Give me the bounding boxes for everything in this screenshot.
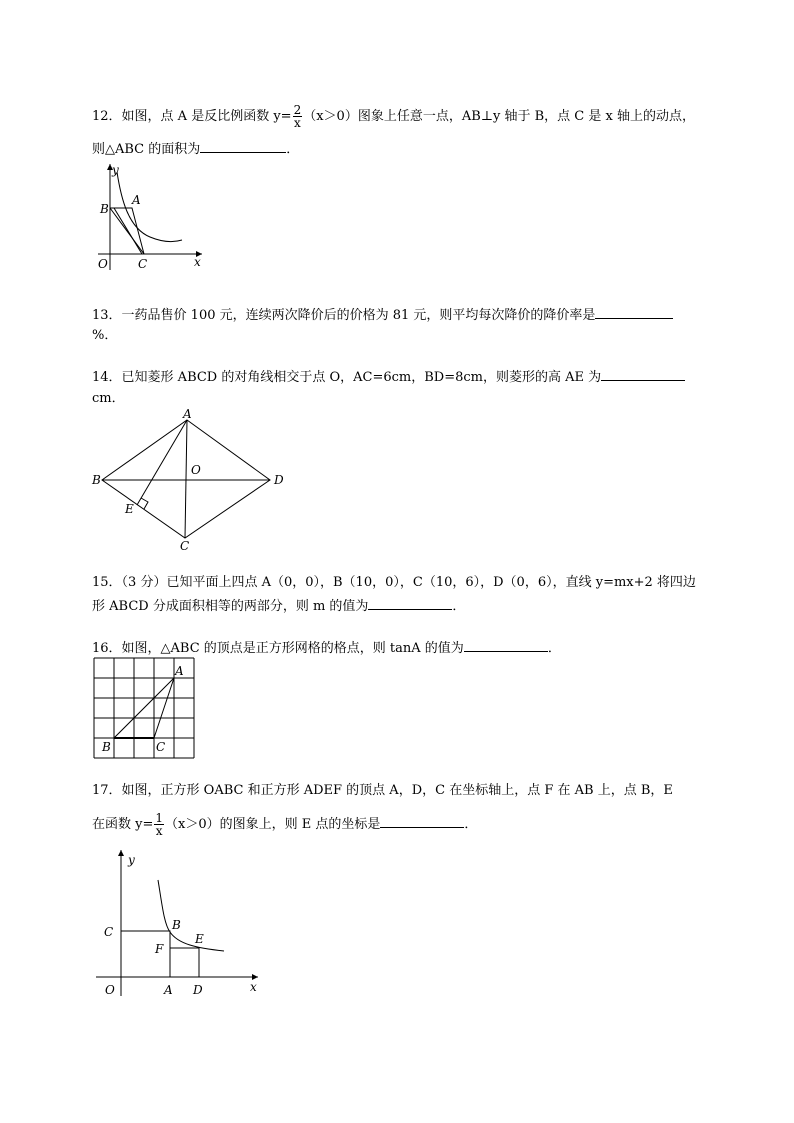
q17-line1: 17．如图，正方形 OABC 和正方形 ADEF 的顶点 A，D，C 在坐标轴上，点 F 在 AB 上，点 B，E bbox=[92, 783, 673, 798]
q17-label-y: y bbox=[128, 853, 135, 867]
q17-label-x: x bbox=[250, 980, 257, 994]
q17-label-a: A bbox=[164, 983, 173, 997]
q17-y-arrow-icon bbox=[118, 850, 124, 856]
q17-label-o: O bbox=[105, 983, 115, 997]
q13-line2: %． bbox=[92, 328, 118, 343]
q16-side-ab bbox=[114, 678, 174, 738]
q17-label-d: D bbox=[193, 983, 203, 997]
q12-figure bbox=[90, 158, 210, 273]
q16-label-b: B bbox=[102, 740, 111, 754]
q17-label-e: E bbox=[195, 932, 204, 946]
q15-line1: 15．（3 分）已知平面上四点 A（0，0），B（10，0），C（10，6），D（0，6），直线 y=mx+2 将四边 bbox=[92, 575, 696, 590]
q14-line1: 14．已知菱形 ABCD 的对角线相交于点 O，AC=6cm，BD=8cm，则菱形的高 AE 为 bbox=[92, 366, 685, 388]
q16-line1: 16．如图，△ABC 的顶点是正方形网格的格点，则 tanA 的值为 ． bbox=[92, 637, 561, 659]
q17-label-c: C bbox=[104, 925, 114, 939]
q17-line2: 在函数 y= $\frac{1}{x}$ （x＞0）的图象上，则 E 点的坐标是 ． bbox=[92, 811, 478, 838]
q12-fraction: $\frac{2}{x}$ bbox=[293, 103, 302, 130]
q16-label-a: A bbox=[175, 664, 184, 678]
q12-label-a: A bbox=[132, 193, 141, 207]
q14-right-angle-mark bbox=[141, 498, 148, 509]
q12-label-b: B bbox=[100, 202, 109, 216]
q17-label-f: F bbox=[155, 942, 164, 956]
q14-answer-blank[interactable] bbox=[601, 366, 685, 381]
q12-text-a: 12．如图，点 A 是反比例函数 y= bbox=[92, 109, 292, 124]
q14-label-o: O bbox=[191, 463, 201, 477]
q17-square-adef bbox=[170, 948, 199, 977]
q12-label-y: y bbox=[112, 163, 119, 177]
q17-fraction: $\frac{1}{x}$ bbox=[155, 811, 164, 838]
q14-diagonal-ac bbox=[185, 420, 187, 538]
q14-label-c: C bbox=[180, 539, 190, 553]
q17-label-b: B bbox=[172, 918, 181, 932]
q14-label-a: A bbox=[183, 407, 192, 421]
q12-label-c: C bbox=[138, 257, 148, 271]
q13-line1: 13．一药品售价 100 元，连续两次降价后的价格为 81 元，则平均每次降价的降价率是 bbox=[92, 304, 673, 326]
q12-line1 bbox=[92, 104, 695, 129]
q12-label-o: O bbox=[98, 257, 108, 271]
q12-line2: 则△ABC 的面积为 ． bbox=[92, 138, 299, 160]
q12-triangle-abc bbox=[110, 208, 144, 254]
q12-answer-blank[interactable] bbox=[200, 138, 286, 153]
q14-figure bbox=[90, 406, 290, 554]
q17-curve bbox=[158, 880, 224, 951]
q16-side-ac bbox=[154, 678, 174, 738]
q16-figure bbox=[94, 658, 196, 760]
q16-label-c: C bbox=[156, 740, 166, 754]
q14-line2: cm． bbox=[92, 391, 125, 406]
q14-height-ae bbox=[137, 420, 187, 505]
q14-label-b: B bbox=[92, 473, 101, 487]
q12-label-x: x bbox=[194, 255, 201, 269]
q14-label-d: D bbox=[274, 473, 284, 487]
q12-text-b: （x＞0）图象上任意一点，AB⊥y 轴于 B，点 C 是 x 轴上的动点， bbox=[303, 109, 695, 124]
q17-figure bbox=[96, 844, 268, 1000]
q14-label-e: E bbox=[125, 502, 134, 516]
q15-answer-blank[interactable] bbox=[368, 595, 452, 610]
q15-line2: 形 ABCD 分成面积相等的两部分，则 m 的值为 ． bbox=[92, 595, 465, 617]
q17-answer-blank[interactable] bbox=[380, 813, 464, 828]
q16-answer-blank[interactable] bbox=[464, 637, 548, 652]
q13-answer-blank[interactable] bbox=[595, 304, 673, 319]
